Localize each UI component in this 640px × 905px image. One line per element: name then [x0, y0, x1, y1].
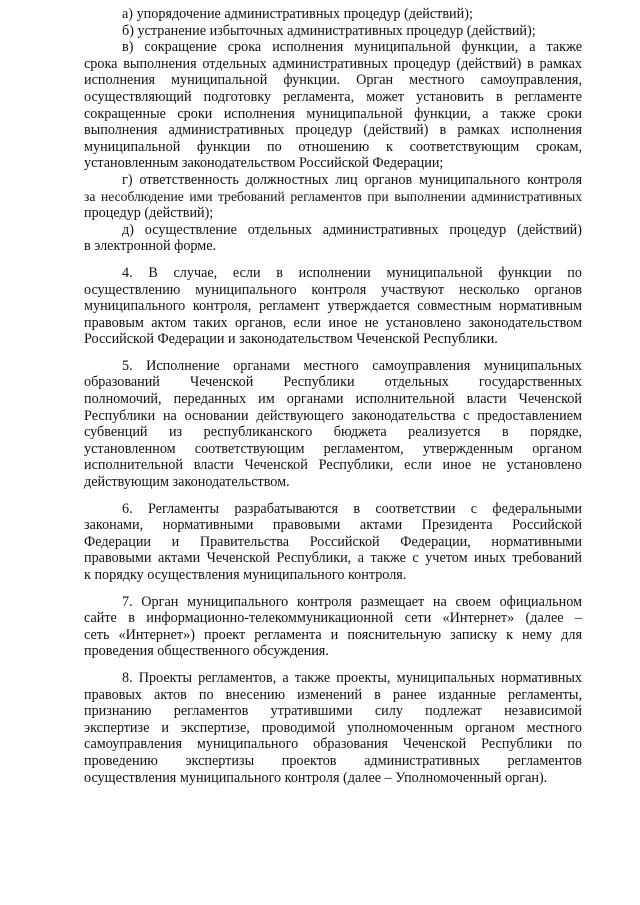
text-line: д) осуществление отдельных административных процедур (действий)	[122, 221, 582, 238]
text-line: исполнительной власти Чеченской Республики, если иное не установлено	[84, 457, 582, 474]
text-line: срока выполнения отдельных административных процедур (действий) в рамках	[84, 55, 582, 72]
text-line: самоуправления муниципального образования Чеченской Республики по	[84, 736, 582, 753]
text-line: 5. Исполнение органами местного самоуправления муниципальных	[122, 357, 582, 374]
text-line: осуществлению муниципального контроля участвуют несколько органов	[84, 281, 582, 298]
text-line: муниципальной функции по отношению к соответствующим срокам,	[84, 138, 582, 155]
text-line: в) сокращение срока исполнения муниципальной функции, а также	[122, 39, 582, 56]
text-line: правовыми актами Чеченской Республики, а также с учетом иных требований	[84, 550, 582, 567]
text-line: образований Чеченской Республики отдельных государственных	[84, 374, 582, 391]
document-page	[84, 6, 582, 786]
text-line: проведению экспертизы проектов административных регламентов	[84, 752, 582, 769]
text-line: экспертизе и экспертизе, проводимой уполномоченным органом местного	[84, 719, 582, 736]
paragraph-8	[84, 670, 582, 786]
text-line: в электронной форме.	[84, 238, 217, 255]
text-line: сокращенные сроки исполнения муниципальной функции, а также сроки	[84, 105, 582, 122]
paragraph-5	[84, 358, 582, 491]
text-line: 7. Орган муниципального контроля размещает на своем официальном	[122, 593, 582, 610]
text-line: полномочий, переданных им органами исполнительной власти Чеченской	[84, 391, 582, 408]
text-line: Федерации и Правительства Российской Федерации, нормативными	[84, 533, 582, 550]
paragraph-4	[84, 265, 582, 348]
text-line: сайте в информационно-телекоммуникационной сети «Интернет» (далее –	[84, 610, 582, 627]
text-line: проведения общественного обсуждения.	[84, 643, 329, 660]
text-line: признанию регламентов утратившими силу подлежат независимой	[84, 703, 582, 720]
text-line: осуществляющий подготовку регламента, может установить в регламенте	[84, 88, 582, 105]
text-line: Республики на основании действующего законодательства с предоставлением	[84, 407, 582, 424]
list-item-b	[84, 23, 582, 40]
paragraph-6	[84, 501, 582, 584]
text-line: б) устранение избыточных административных процедур (действий);	[122, 22, 536, 39]
text-line: к порядку осуществления муниципального контроля.	[84, 567, 407, 583]
paragraph-7	[84, 594, 582, 660]
text-line: осуществления муниципального контроля (далее – Уполномоченный орган).	[84, 769, 548, 786]
text-line: 4. В случае, если в исполнении муниципальной функции по	[122, 264, 582, 281]
text-line: субвенций из республиканского бюджета реализуется в порядке,	[84, 424, 582, 441]
text-line: муниципального контроля, регламент утверждается совместным нормативным	[84, 298, 582, 315]
text-line: правовых актов по внесению изменений в ранее изданные регламенты,	[84, 686, 582, 703]
list-item-g	[84, 172, 582, 222]
text-line: г) ответственность должностных лиц органов муниципального контроля	[122, 171, 582, 188]
text-line: законами, нормативными правовыми актами Президента Российской	[84, 517, 582, 534]
text-line: 6. Регламенты разрабатываются в соответствии с федеральными	[122, 500, 582, 517]
text-line: установленным законодательством Российской Федерации;	[84, 155, 444, 172]
text-line: за несоблюдение ими требований регламентов при выполнении административных	[84, 188, 582, 204]
text-line: процедур (действий);	[84, 205, 214, 222]
list-item-a	[84, 6, 582, 23]
text-line: Российской Федерации и законодательством Чеченской Республики.	[84, 331, 498, 348]
list-item-v	[84, 39, 582, 172]
text-line: сеть «Интернет») проект регламента и пояснительную записку к нему для	[84, 626, 582, 643]
text-line: действующим законодательством.	[84, 474, 290, 491]
list-item-d	[84, 222, 582, 255]
text-line: а) упорядочение административных процедур (действий);	[122, 6, 473, 22]
text-line: установленном соответствующим регламентом, утвержденным органом	[84, 440, 582, 457]
text-line: 8. Проекты регламентов, а также проекты, муниципальных нормативных	[122, 669, 582, 686]
text-line: выполнения административных процедур (действий) в рамках исполнения	[84, 122, 582, 139]
text-line: исполнения муниципальной функции. Орган местного самоуправления,	[84, 72, 582, 89]
text-line: правовым актом таких органов, если иное не установлено законодательством	[84, 314, 582, 331]
